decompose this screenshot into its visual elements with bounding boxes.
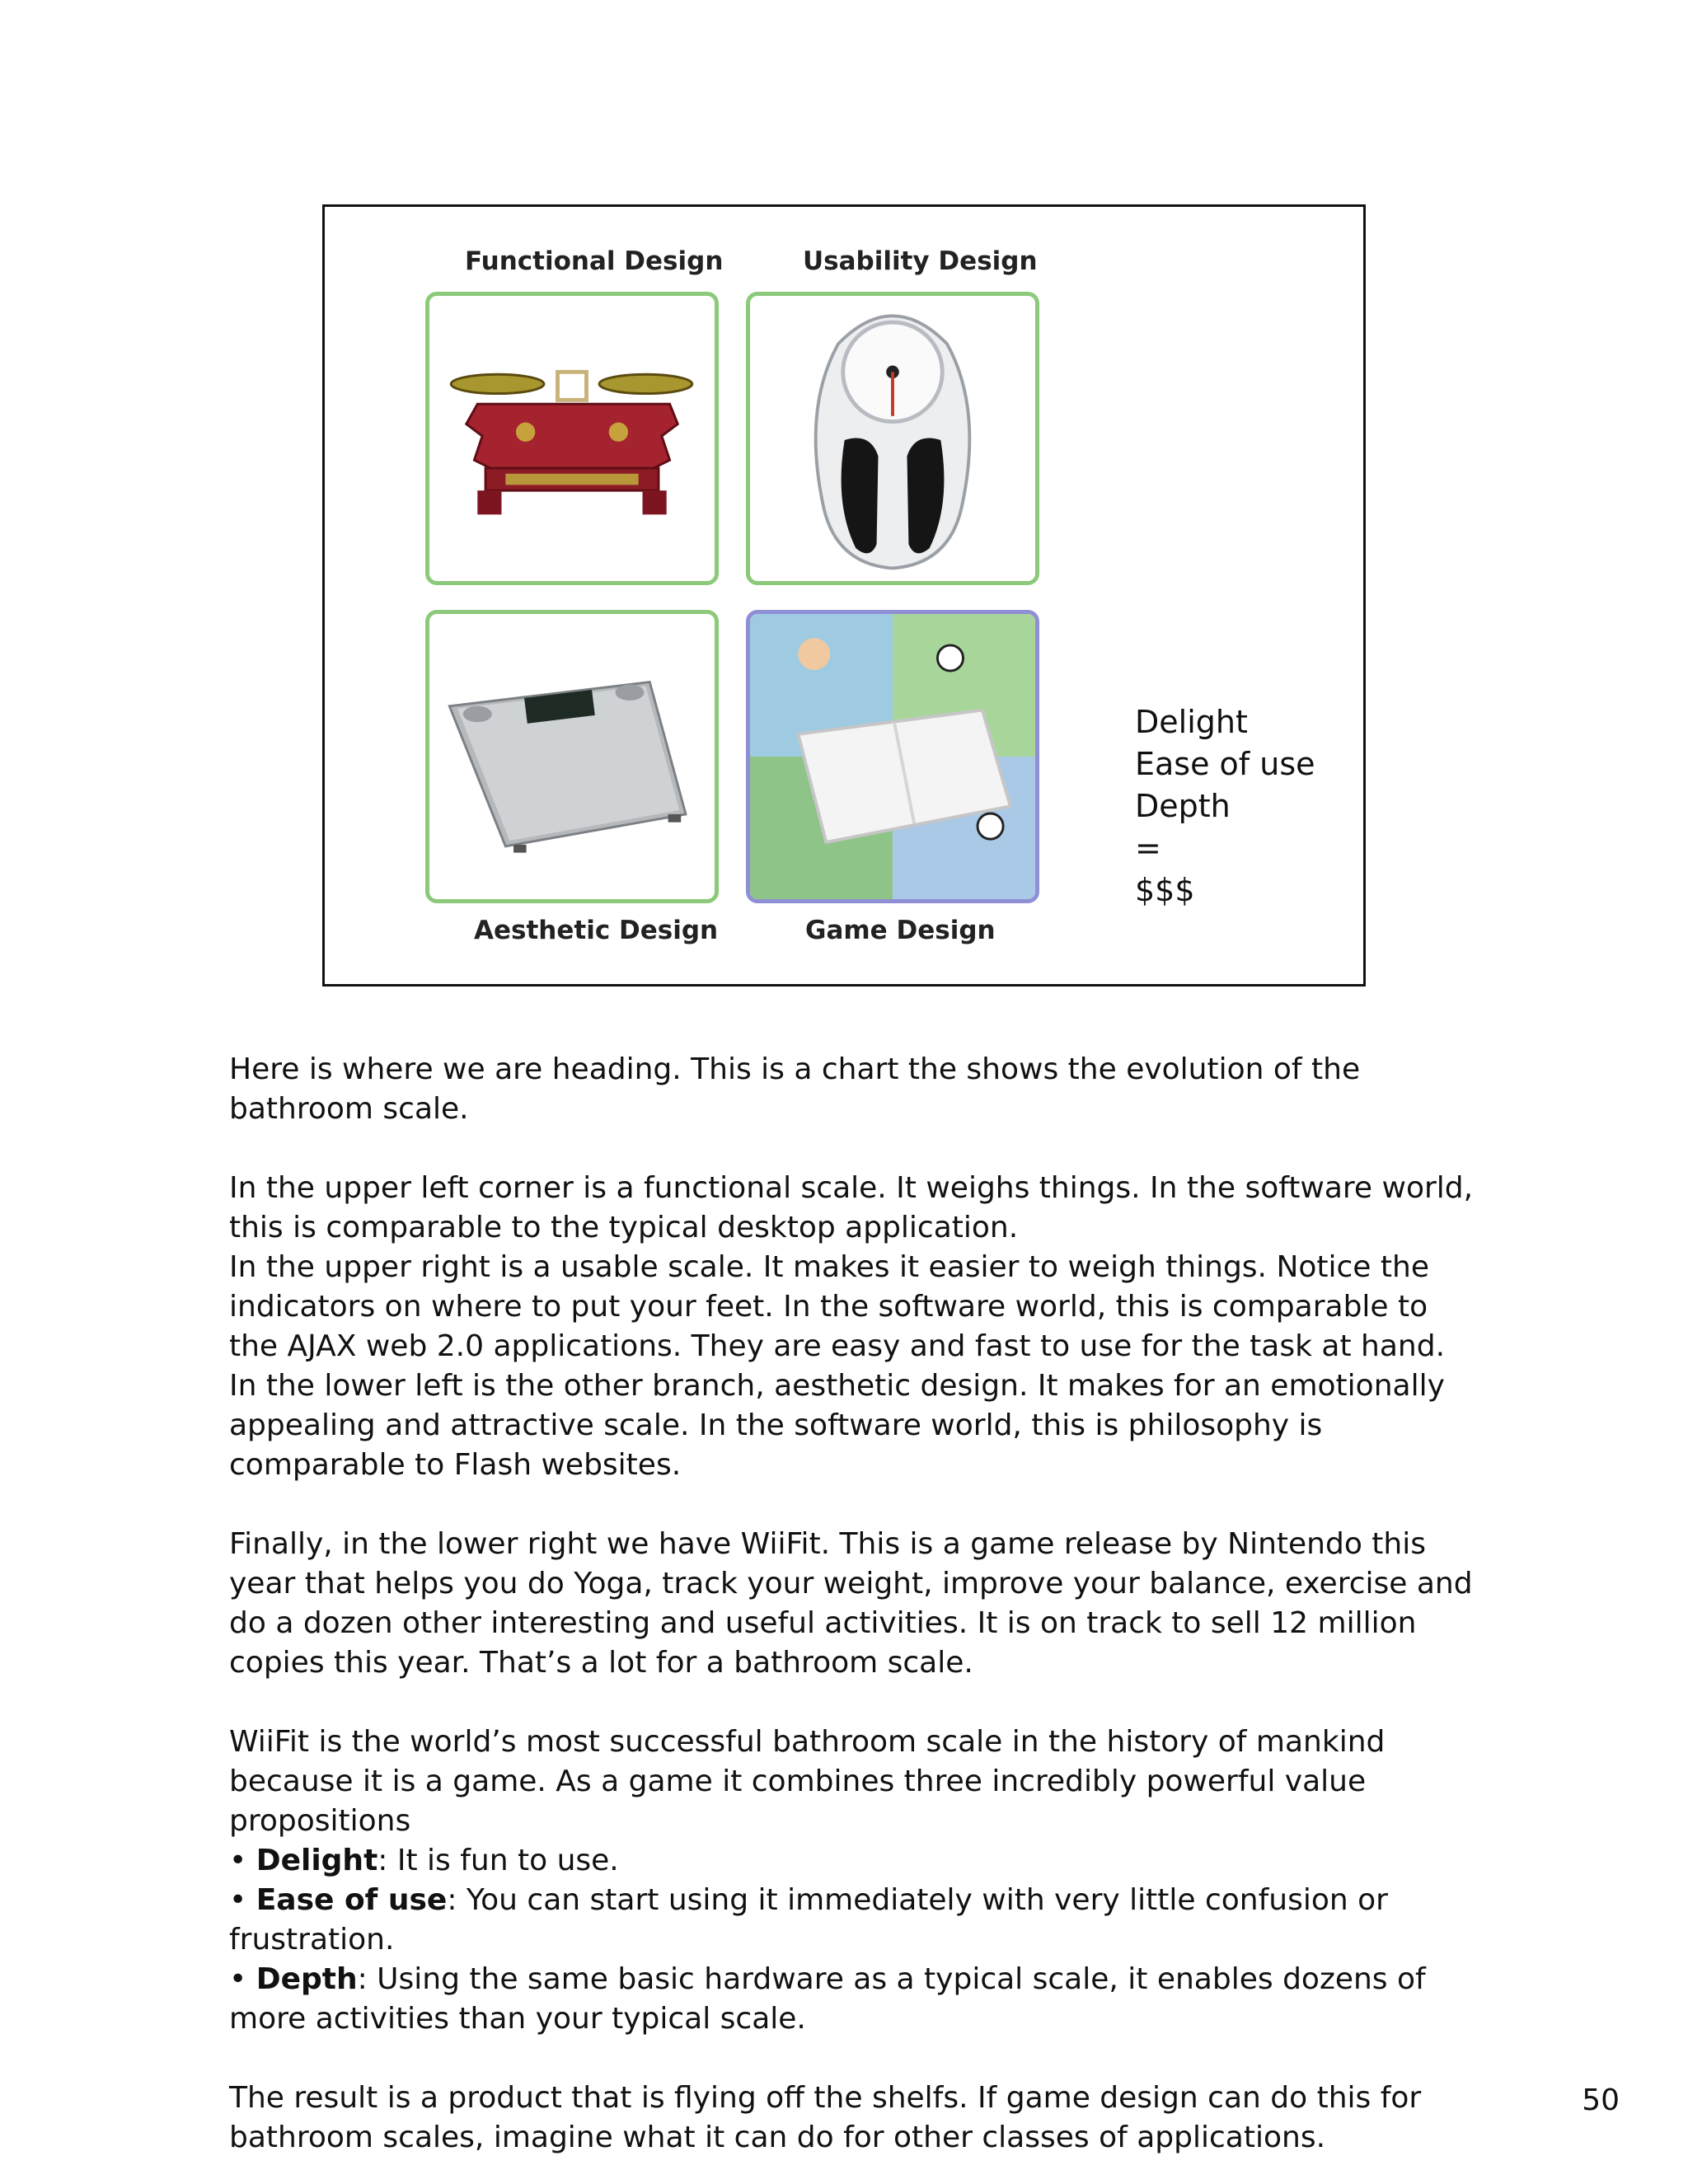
usability-scale-image <box>746 292 1039 585</box>
bullet-delight: • Delight: It is fun to use. <box>229 1844 619 1877</box>
bullet-depth: • Depth: Using the same basic hardware as a typical scale, it enables dozens of more activities than your typical scale. <box>229 1962 1426 2036</box>
aesthetic-scale-image <box>425 610 719 903</box>
bullet-text: : Using the same basic hardware as a typical scale, it enables dozens of more activities than your typical scale. <box>229 1962 1426 2036</box>
value-formula <box>1135 701 1315 912</box>
speaker-notes <box>229 1050 1482 2158</box>
bullet-text: : It is fun to use. <box>377 1844 619 1877</box>
bullet-text: : You can start using it immediately with very little confusion or frustration. <box>229 1883 1388 1957</box>
functional-scale-image <box>425 292 719 585</box>
formula-money: $$$ <box>1135 872 1195 908</box>
notes-paragraph-wiifit: Finally, in the lower right we have WiiFit. This is a game release by Nintendo this year that helps you do Yoga, track your weight, improve your balance, exercise and do a dozen other interesting and useful activities. It is on track to sell 12 million copies this year. That’s a lot for a bathroom scale. <box>229 1527 1473 1680</box>
formula-ease-of-use: Ease of use <box>1135 746 1315 782</box>
formula-delight: Delight <box>1135 704 1248 740</box>
bullet-term: Depth <box>256 1962 358 1996</box>
formula-depth: Depth <box>1135 788 1231 824</box>
notes-paragraph-usable: In the upper right is a usable scale. It makes it easier to weigh things. Notice the indicators on where to put your feet. In the software world, this is comparable to the AJAX web 2.0 applications. They are easy and fast to use for the task at hand. <box>229 1250 1446 1363</box>
notes-paragraph-intro: Here is where we are heading. This is a chart the shows the evolution of the bathroom scale. <box>229 1052 1361 1126</box>
page-number: 50 <box>1582 2083 1620 2117</box>
bullet-term: Delight <box>256 1844 378 1877</box>
caption-usability-design: Usability Design <box>803 246 1038 276</box>
bullet-ease-of-use: • Ease of use: You can start using it immediately with very little confusion or frustration. <box>229 1883 1388 1957</box>
balance-scale-icon <box>429 296 715 581</box>
notes-paragraph-aesthetic: In the lower left is the other branch, aesthetic design. It makes for an emotionally appealing and attractive scale. In the software world, this is philosophy is comparable to Flash websites. <box>229 1369 1445 1482</box>
notes-paragraph-functional: In the upper left corner is a functional scale. It weighs things. In the software world, this is comparable to the typical desktop application. <box>229 1171 1474 1244</box>
caption-functional-design: Functional Design <box>465 246 724 276</box>
slide-image <box>322 204 1366 987</box>
formula-equals: = <box>1135 830 1161 866</box>
wiifit-board-image <box>746 610 1039 903</box>
glass-scale-icon <box>429 614 715 899</box>
notes-paragraph-result: The result is a product that is flying off the shelfs. If game design can do this for bathroom scales, imagine what it can do for other classes of applications. <box>229 2081 1422 2154</box>
dial-scale-icon <box>750 296 1035 581</box>
bullet-term: Ease of use <box>256 1883 448 1917</box>
notes-paragraph-game: WiiFit is the world’s most successful bathroom scale in the history of mankind because it is a game. As a game it combines three incredibly powerful value propositions <box>229 1725 1386 1838</box>
caption-game-design: Game Design <box>805 916 996 945</box>
balance-board-icon <box>750 614 1035 899</box>
caption-aesthetic-design: Aesthetic Design <box>474 916 719 945</box>
